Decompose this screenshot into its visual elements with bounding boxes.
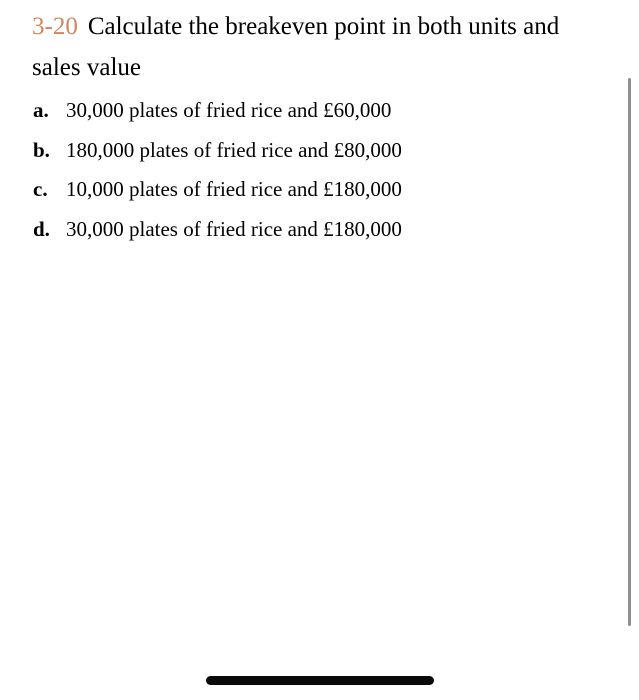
question-number: 3-20	[32, 13, 78, 40]
option-d[interactable]	[33, 210, 402, 250]
option-letter: a.	[33, 98, 49, 122]
option-text: 30,000 plates of fried rice and £60,000	[66, 98, 392, 122]
option-letter: b.	[33, 137, 50, 162]
option-letter: d.	[33, 216, 50, 241]
option-text: 10,000 plates of fried rice and £180,000	[66, 177, 402, 201]
option-b[interactable]	[33, 131, 402, 171]
answer-options	[33, 91, 402, 249]
vertical-scrollbar[interactable]	[628, 78, 631, 626]
option-text: 180,000 plates of fried rice and £80,000	[66, 137, 402, 162]
option-text: 30,000 plates of fried rice and £180,000	[66, 216, 402, 241]
option-a[interactable]	[33, 91, 402, 131]
option-letter: c.	[33, 177, 48, 201]
question	[32, 6, 612, 88]
option-c[interactable]	[33, 170, 402, 210]
question-text: Calculate the breakeven point in both units and sales value	[32, 13, 560, 81]
home-indicator[interactable]	[206, 676, 434, 685]
